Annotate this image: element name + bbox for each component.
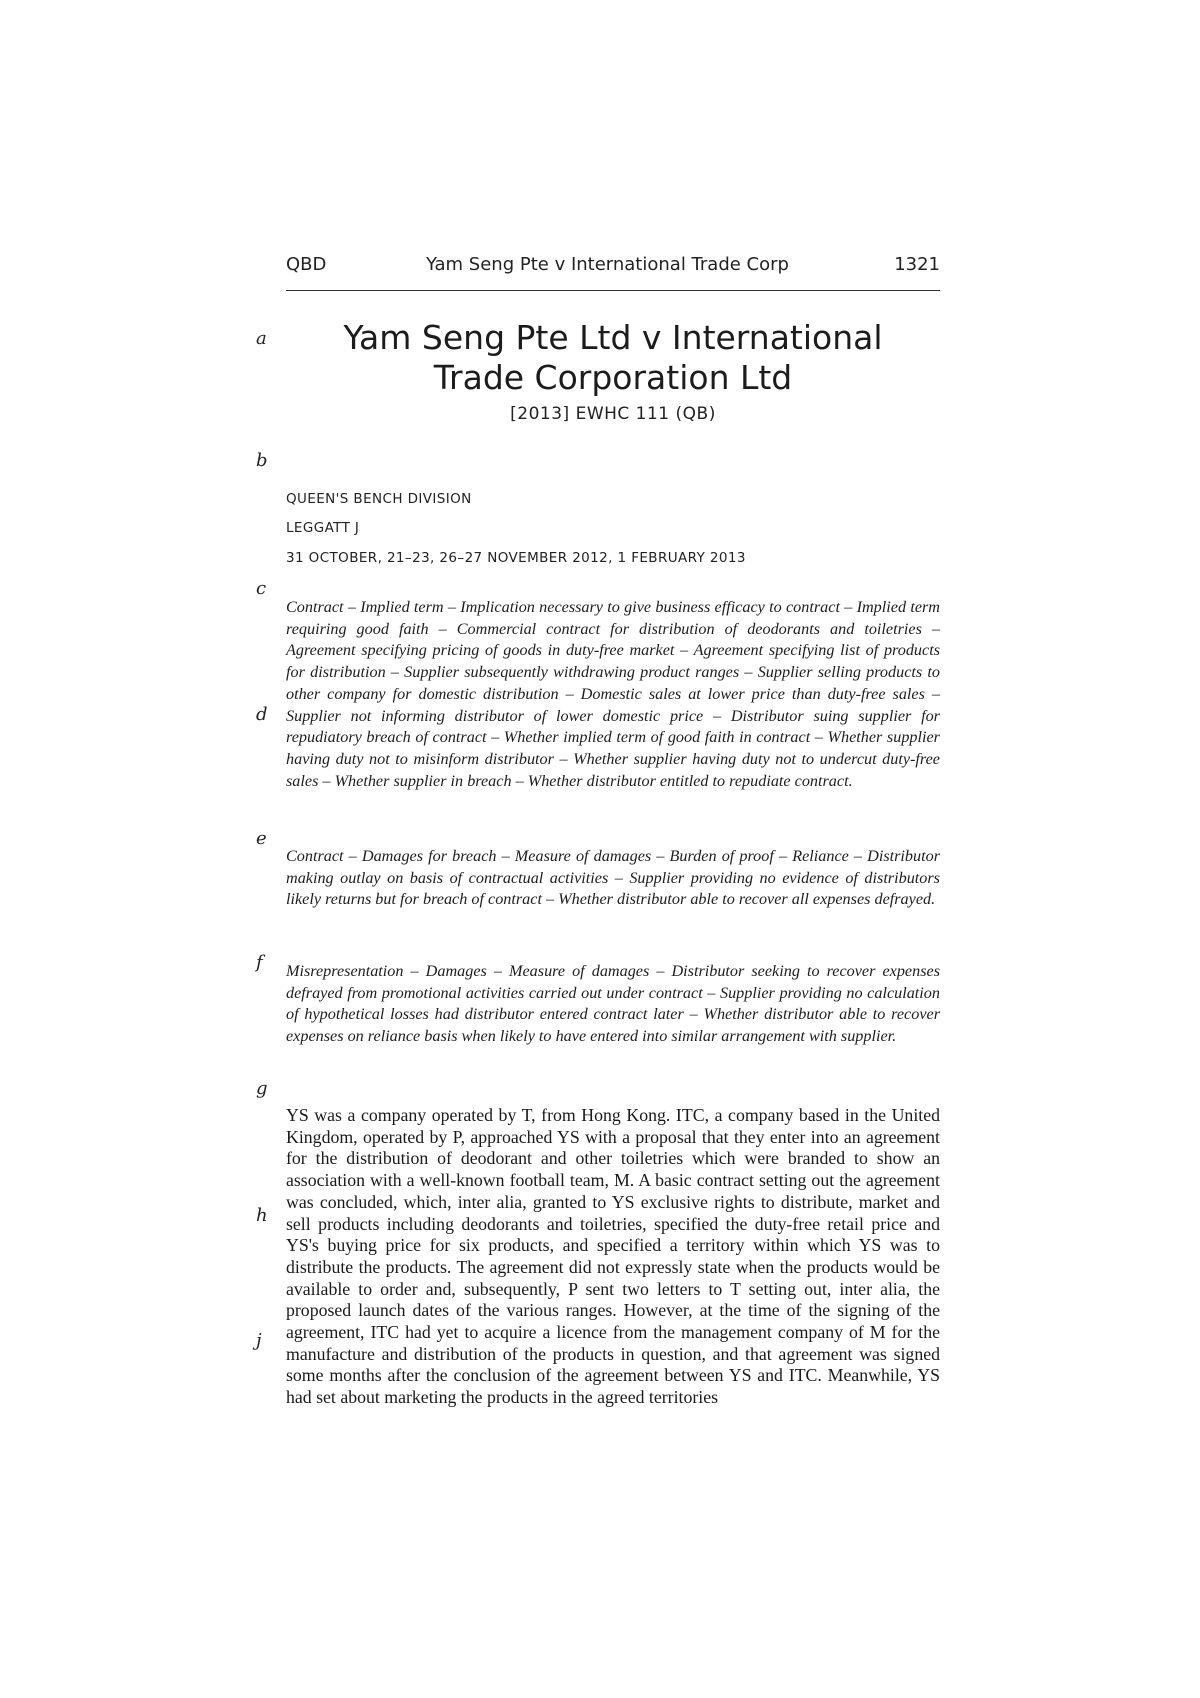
catchwords-paragraph-3: Misrepresentation – Damages – Measure of damages – Distributor seeking to recover expenses defrayed from promotional activities carried out under contract – Supplier providing no calculation of hypothetical losses had distributor entered contract later – Whether distributor able to recover expenses on reliance basis when likely to have entered into similar arrangement with supplier.	[286, 962, 940, 1046]
running-title: Yam Seng Pte v International Trade Corp	[426, 254, 789, 275]
margin-letter-j: j	[256, 1330, 262, 1351]
running-header	[286, 250, 940, 291]
margin-letter-g: g	[256, 1078, 268, 1099]
court-abbreviation: QBD	[286, 254, 327, 275]
catchwords-paragraph-2: Contract – Damages for breach – Measure of damages – Burden of proof – Reliance – Distributor making outlay on basis of contractual activities – Supplier providing no evidence of distributors likely returns but for breach of contract – Whether distributor able to recover all expenses defrayed.	[286, 847, 940, 909]
margin-letter-f: f	[256, 952, 263, 973]
margin-letter-c: c	[256, 578, 267, 599]
page-number: 1321	[894, 254, 940, 275]
judge: LEGGATT J	[286, 520, 360, 536]
catchwords-paragraph-1: Contract – Implied term – Implication necessary to give business efficacy to contract – Implied term requiring good faith – Commercial contract for distribution of deodorants and toiletries – Agreement specifying pricing of goods in duty-free market – Agreement specifying list of products for distribution – Supplier subsequently withdrawing product ranges – Supplier selling products to other company for domestic distribution – Domestic sales at lower price than duty-free sales – Supplier not informing distributor of lower domestic price – Distributor suing supplier for repudiatory breach of contract – Whether implied term of good faith in contract – Whether supplier having duty not to misinform distributor – Whether supplier having duty not to undercut duty-free sales – Whether supplier in breach – Whether distributor entitled to repudiate contract.	[286, 598, 940, 790]
hearing-dates: 31 OCTOBER, 21–23, 26–27 NOVEMBER 2012, 1 FEBRUARY 2013	[286, 550, 746, 566]
margin-letter-b: b	[256, 450, 268, 471]
case-title-line-1: Yam Seng Pte Ltd v International	[343, 318, 883, 357]
case-citation: [2013] EWHC 111 (QB)	[510, 404, 716, 424]
division: QUEEN'S BENCH DIVISION	[286, 491, 472, 507]
margin-letter-h: h	[256, 1205, 268, 1226]
margin-letter-a: a	[256, 328, 267, 349]
case-title	[286, 318, 940, 398]
case-title-line-2: Trade Corporation Ltd	[433, 358, 793, 397]
margin-letter-d: d	[256, 704, 268, 725]
headnote-paragraph: YS was a company operated by T, from Hong Kong. ITC, a company based in the United Kingdom, operated by P, approached YS with a proposal that they enter into an agreement for the distribution of deodorant and other toiletries which were branded to show an association with a well-known football team, M. A basic contract setting out the agreement was concluded, which, inter alia, granted to YS exclusive rights to distribute, market and sell products including deodorants and toiletries, specified the duty-free retail price and YS's buying price for six products, and specified a territory within which YS was to distribute the products. The agreement did not expressly state when the products would be available to order and, subsequently, P sent two letters to T setting out, inter alia, the proposed launch dates of the various ranges. However, at the time of the signing of the agreement, ITC had yet to acquire a licence from the management company of M for the manufacture and distribution of the products in question, and that agreement was signed some months after the conclusion of the agreement between YS and ITC. Meanwhile, YS had set about marketing the products in the agreed territories	[286, 1105, 940, 1408]
margin-letter-e: e	[256, 828, 267, 849]
